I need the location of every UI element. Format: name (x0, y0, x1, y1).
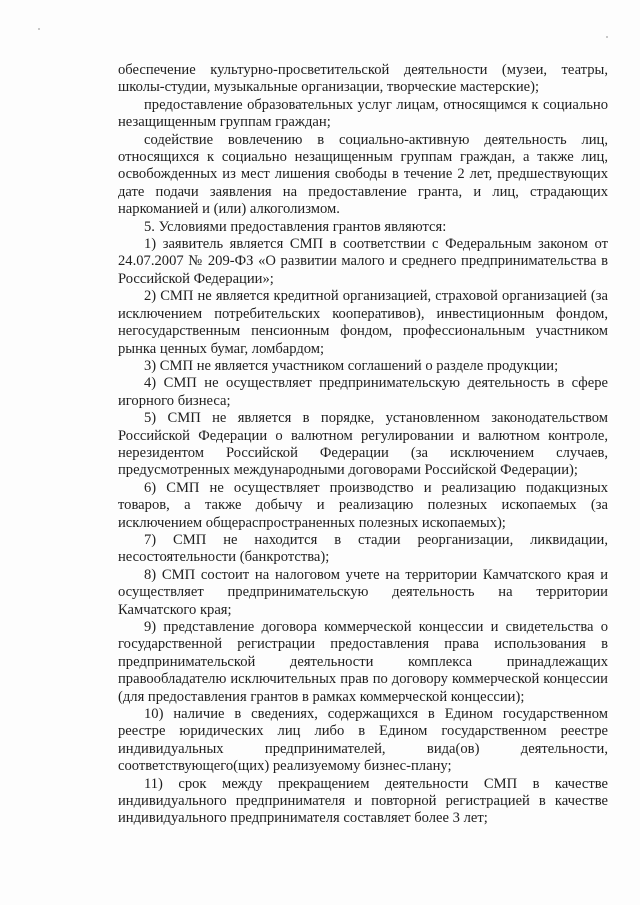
paragraph-educational-services: предоставление образовательных услуг лицам, относящимся к социально незащищенным группам граждан; (118, 96, 608, 131)
condition-item-8: 8) СМП состоит на налоговом учете на территории Камчатского края и осуществляет предпринимательскую деятельность на территории Камчатского края; (118, 566, 608, 618)
condition-item-5: 5) СМП не является в порядке, установленном законодательством Российской Федерации о валютном регулировании и валютном контроле, нерезидентом Российской Федерации (за исключением случаев, предусмотренных международными договорами Российской Федерации); (118, 410, 608, 479)
condition-item-3: 3) СМП не является участником соглашений о разделе продукции; (144, 357, 559, 374)
scan-speck (606, 36, 608, 38)
condition-item-9: 9) представление договора коммерческой концессии и свидетельства о государственной регистрации предоставления права использования в предпринимательской деятельности комплекса принадлежащих правообладателю исключительных прав по договору коммерческой концессии (для предоставления грантов в рамках коммерческой концессии); (118, 619, 608, 705)
condition-item-11: 11) срок между прекращением деятельности СМП в качестве индивидуального предпринимателя и повторной регистрацией в качестве индивидуального предпринимателя составляет более 3 лет; (118, 775, 608, 827)
scan-speck (38, 28, 40, 30)
condition-item-4: 4) СМП не осуществляет предпринимательскую деятельность в сфере игорного бизнеса; (118, 375, 608, 409)
condition-item-7: 7) СМП не находится в стадии реорганизации, ликвидации, несостоятельности (банкротства); (118, 531, 608, 566)
condition-item-2: 2) СМП не является кредитной организацией, страховой организацией (за исключением потребительских кооперативов), инвестиционным фондом, негосударственным пенсионным фондом, профессиональным участником рынка ценных бумаг, ломбардом; (118, 288, 608, 357)
section-heading-grant-conditions: 5. Условиями предоставления грантов являются: (144, 218, 447, 235)
paragraph-social-involvement: содействие вовлечению в социально-активную деятельность лиц, относящихся к социально незащищенным группам граждан, а также лиц, освобожденных из мест лишения свободы в течение 2 лет, предшествующих дате подачи заявления на предоставление гранта, и лиц, страдающих наркоманией и (или) алкоголизмом. (118, 131, 608, 218)
condition-item-1: 1) заявитель является СМП в соответствии с Федеральным законом от 24.07.2007 № 209-ФЗ «О развитии малого и среднего предпринимательства в Российской Федерации»; (118, 236, 608, 287)
condition-item-6: 6) СМП не осуществляет производство и реализацию подакцизных товаров, а также добычу и реализацию полезных ископаемых (за исключением общераспространенных полезных ископаемых); (118, 479, 608, 531)
paragraph-cultural-activities: обеспечение культурно-просветительской деятельности (музеи, театры, школы-студии, музыкальные организации, творческие мастерские); (118, 62, 608, 96)
document-body (118, 62, 608, 828)
condition-item-10: 10) наличие в сведениях, содержащихся в Едином государственном реестре юридических лиц либо в Едином государственном реестре индивидуальных предпринимателей, вида(ов) деятельности, соответствующего(щих) реализуемому бизнес-плану; (118, 706, 608, 775)
